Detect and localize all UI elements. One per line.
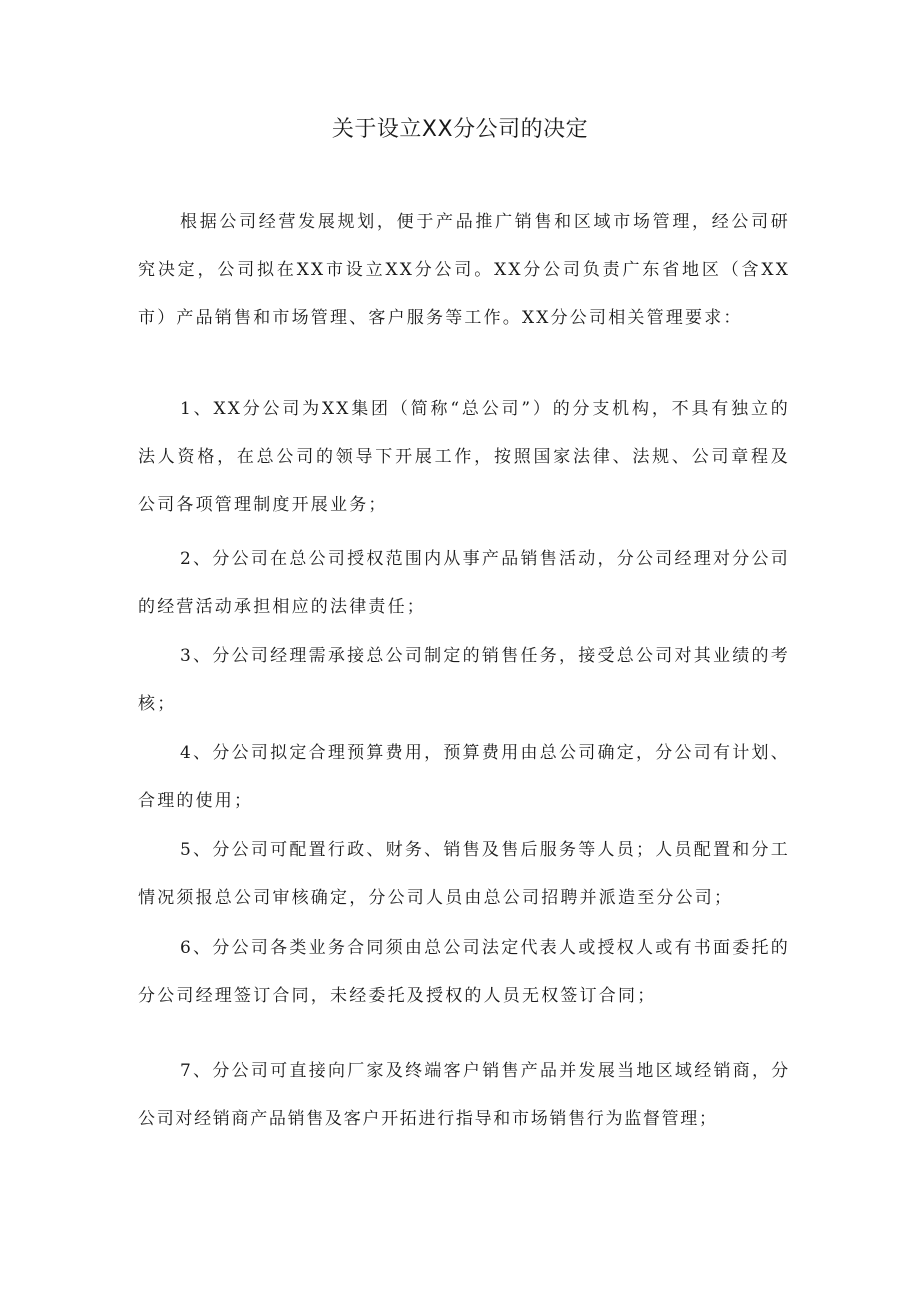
- clause-6: 6、分公司各类业务合同须由总公司法定代表人或授权人或有书面委托的分公司经理签订合同，未经委托及授权的人员无权签订合同；: [138, 938, 790, 1006]
- clause-5: 5、分公司可配置行政、财务、销售及售后服务等人员；人员配置和分工情况须报总公司审核确定，分公司人员由总公司招聘并派造至分公司；: [138, 840, 790, 908]
- clause-4: 4、分公司拟定合理预算费用，预算费用由总公司确定，分公司有计划、合理的使用；: [138, 743, 790, 811]
- clause-2: 2、分公司在总公司授权范围内从事产品销售活动，分公司经理对分公司的经营活动承担相应的法律责任；: [138, 549, 790, 617]
- document-title: 关于设立XX分公司的决定: [331, 117, 589, 142]
- clause-3: 3、分公司经理需承接总公司制定的销售任务，接受总公司对其业绩的考核；: [138, 646, 790, 714]
- clause-7: 7、分公司可直接向厂家及终端客户销售产品并发展当地区域经销商，分公司对经销商产品销售及客户开拓进行指导和市场销售行为监督管理；: [138, 1061, 790, 1129]
- intro-paragraph: 根据公司经营发展规划，便于产品推广销售和区域市场管理，经公司研究决定，公司拟在XX市设立XX分公司。XX分公司负责广东省地区（含XX市）产品销售和市场管理、客户服务等工作。XX分公司相关管理要求：: [138, 212, 790, 328]
- clause-1: 1、XX分公司为XX集团（简称“总公司”）的分支机构，不具有独立的法人资格，在总公司的领导下开展工作，按照国家法律、法规、公司章程及公司各项管理制度开展业务；: [138, 399, 790, 515]
